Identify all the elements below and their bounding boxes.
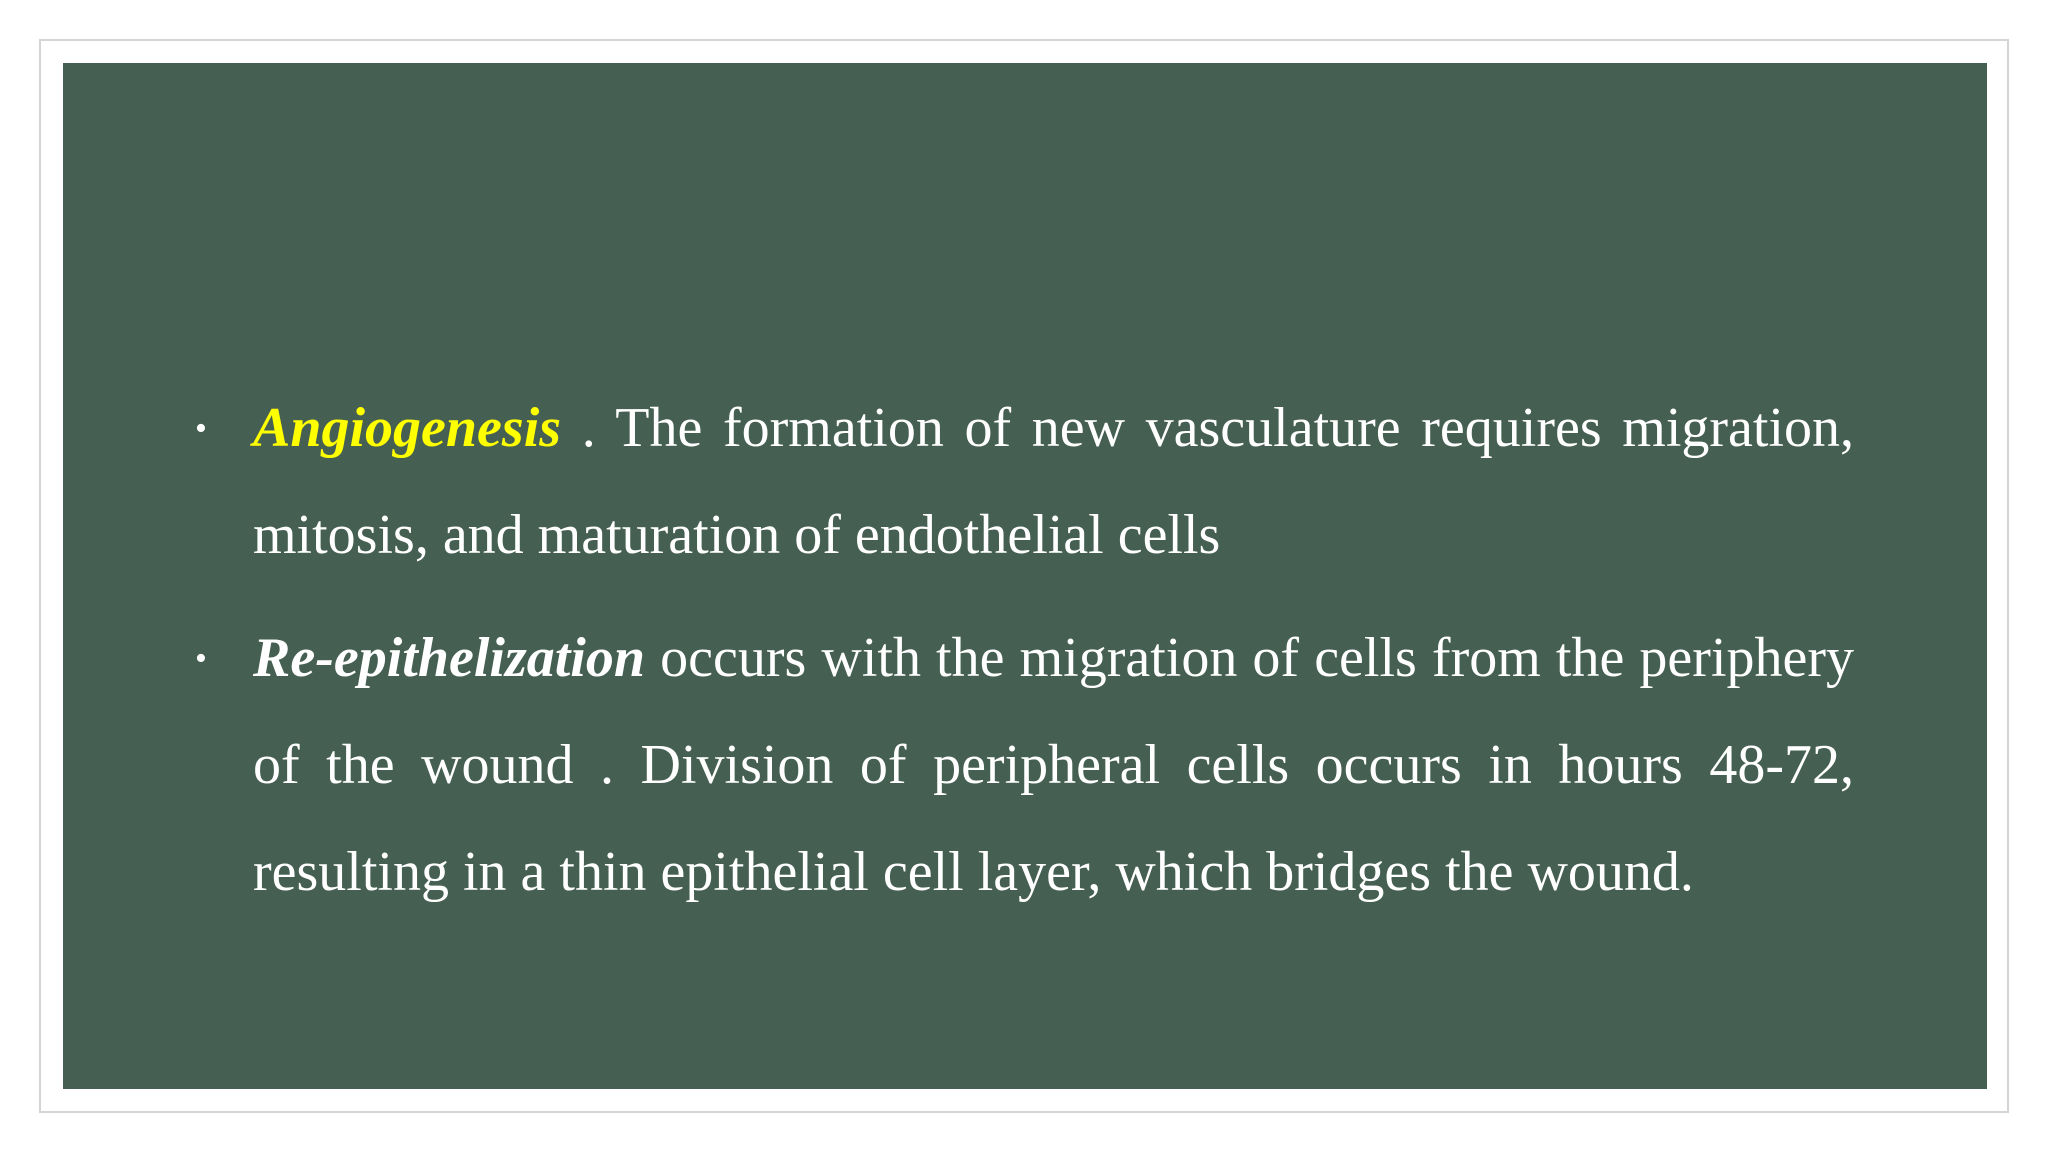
term-angiogenesis: Angiogenesis — [253, 397, 562, 459]
bullet-item-re-epithelization — [189, 605, 1854, 926]
term-re-epithelization: Re-epithelization — [253, 627, 645, 689]
bullet-item-angiogenesis — [189, 375, 1854, 589]
bullet-text: . The formation of new vasculature requires migration, mitosis, and maturation of endothelial cells — [253, 397, 1854, 566]
bullet-text: occurs with the migration of cells from the periphery of the wound . Division of peripheral cells occurs in hours 48-72, resulting in a thin epithelial cell layer, which bridges the wound. — [253, 627, 1854, 903]
bullet-marker: • — [195, 410, 207, 447]
slide-content — [189, 375, 1854, 942]
bullet-marker: • — [195, 640, 207, 677]
